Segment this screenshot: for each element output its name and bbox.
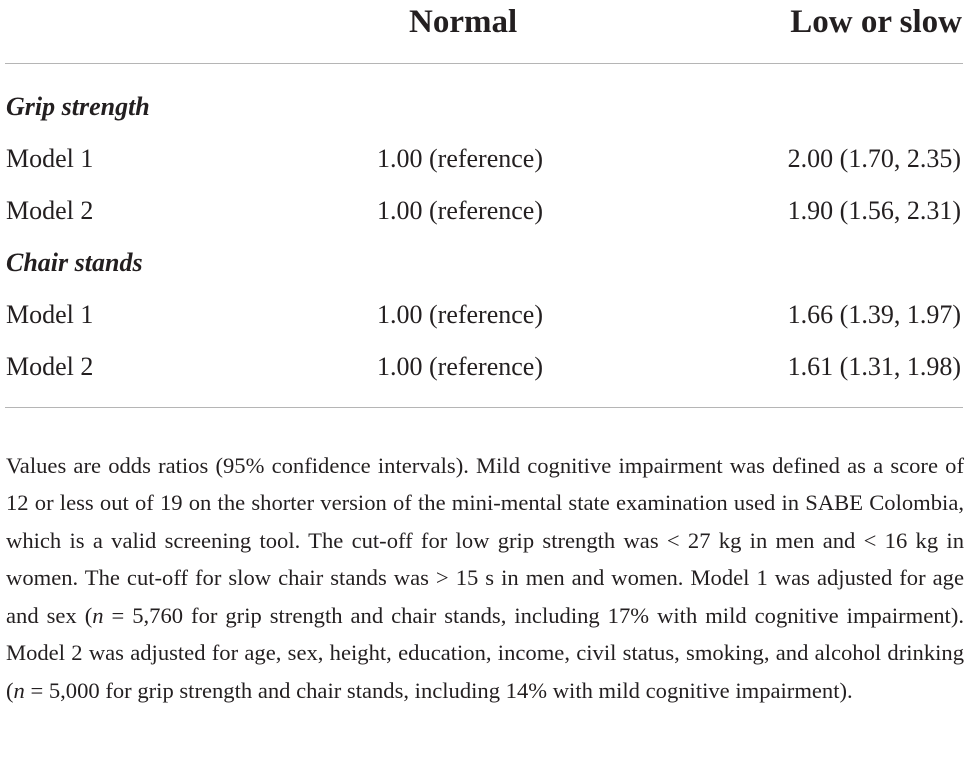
cell-normal: 1.00 (reference) <box>377 352 543 381</box>
column-header-low-or-slow: Low or slow <box>790 4 962 40</box>
table-row <box>0 351 969 387</box>
table-header <box>0 0 969 62</box>
section-title-chair-stands: Chair stands <box>6 248 143 277</box>
row-label: Model 1 <box>6 300 94 329</box>
cell-low-or-slow: 1.61 (1.31, 1.98) <box>787 352 961 381</box>
section-title-grip-strength: Grip strength <box>6 92 150 121</box>
footer-divider <box>5 407 963 408</box>
row-label: Model 2 <box>6 352 94 381</box>
row-label: Model 1 <box>6 144 94 173</box>
table-footnote <box>6 447 964 710</box>
column-header-normal: Normal <box>409 4 518 40</box>
cell-low-or-slow: 1.90 (1.56, 2.31) <box>787 196 961 225</box>
sample-size-symbol: n <box>13 677 25 703</box>
cell-low-or-slow: 2.00 (1.70, 2.35) <box>787 144 961 173</box>
cell-normal: 1.00 (reference) <box>377 300 543 329</box>
row-label: Model 2 <box>6 196 94 225</box>
table-row <box>0 195 969 231</box>
header-divider <box>5 63 963 64</box>
footnote-text: Values are odds ratios (95% confidence intervals). Mild cognitive impairment was defined as a score of 12 or less out of 19 on the shorter version of the mini-mental state examination used in SABE Colombia, which is a valid screening tool. The cut-off for low grip strength was < 27 kg in men and < 16 kg in women. The cut-off for slow chair stands was > 15 s in men and women. Model 1 was adjusted for age and sex ( <box>6 452 964 628</box>
cell-normal: 1.00 (reference) <box>377 144 543 173</box>
cell-low-or-slow: 1.66 (1.39, 1.97) <box>787 300 961 329</box>
table-row <box>0 299 969 335</box>
footnote-text: = 5,760 for grip strength and chair stands, including 17% with mild cognitive impairment). Model 2 was adjusted for age, sex, height, education, income, civil status, smoking, and alcohol drinking ( <box>6 602 965 703</box>
footnote-text: = 5,000 for grip strength and chair stands, including 14% with mild cognitive impairment). <box>24 677 853 703</box>
sample-size-symbol: n <box>92 602 104 628</box>
table-row <box>0 143 969 179</box>
cell-normal: 1.00 (reference) <box>377 196 543 225</box>
